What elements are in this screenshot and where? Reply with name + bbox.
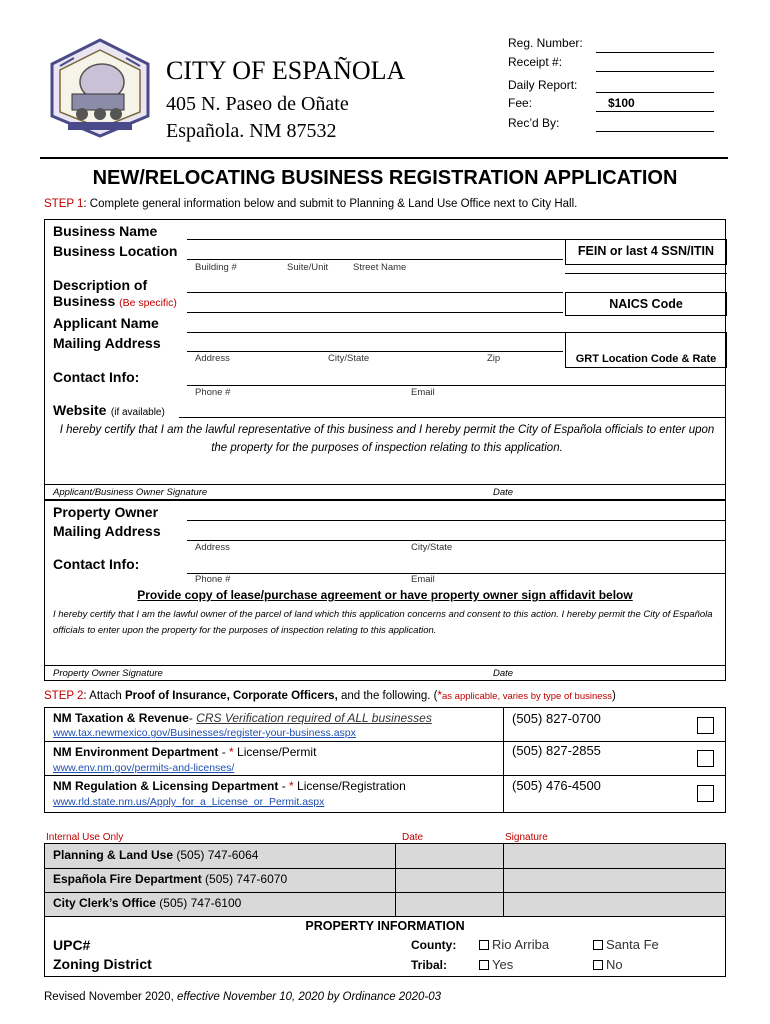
- upc-label: UPC#: [53, 937, 91, 953]
- dept-name: City Clerk’s Office: [53, 896, 156, 910]
- step2-text-b: and the following. (: [337, 690, 438, 702]
- county-option-santa-fe[interactable]: [593, 937, 659, 952]
- county-opt1-label: Rio Arriba: [492, 937, 550, 952]
- website-label-text: Website: [53, 402, 107, 418]
- internal-row-divider-3: [45, 916, 725, 917]
- recd-by-field[interactable]: [596, 131, 714, 132]
- dept-name: Española Fire Department: [53, 872, 202, 886]
- receipt-label: Receipt #:: [508, 55, 563, 69]
- agencies-table: [44, 707, 726, 813]
- agency-phone-environment: (505) 827-2855: [512, 743, 601, 758]
- step2-text-a: : Attach: [83, 690, 125, 702]
- checkbox-icon[interactable]: [479, 960, 489, 970]
- city-name: CITY OF ESPAÑOLA: [166, 56, 406, 85]
- recd-by-label: Rec’d By:: [508, 116, 560, 130]
- internal-row-divider-1: [45, 868, 725, 869]
- grt-label: GRT Location Code & Rate: [575, 353, 717, 365]
- building-sublabel: Building #: [195, 262, 237, 273]
- agency-row-taxation: [53, 711, 432, 725]
- reg-number-field[interactable]: [596, 52, 714, 53]
- mailing-address-field[interactable]: [187, 351, 563, 352]
- checkbox-icon[interactable]: [593, 960, 603, 970]
- agency-checkbox-environment[interactable]: [697, 750, 714, 767]
- owner-mailing-field[interactable]: [187, 540, 725, 541]
- step1-label: STEP 1: [44, 198, 84, 210]
- street-sublabel: Street Name: [353, 262, 407, 273]
- business-info-section: [44, 219, 726, 500]
- description-label-line2: [53, 293, 177, 309]
- tribal-opt2-label: No: [606, 957, 623, 972]
- agency-requirement: CRS Verification required of ALL businesses: [196, 711, 432, 725]
- agency-sep: -: [218, 745, 230, 759]
- owner-address-sublabel: Address: [195, 542, 230, 553]
- form-title: NEW/RELOCATING BUSINESS REGISTRATION APPLICATION: [92, 167, 678, 189]
- description-label: [53, 277, 177, 309]
- tribal-opt1-label: Yes: [492, 957, 514, 972]
- property-owner-section: [44, 500, 726, 681]
- fee-value: $100: [608, 96, 635, 110]
- fee-field: [596, 111, 714, 112]
- applicant-name-label: Applicant Name: [53, 315, 159, 331]
- step1-text: : Complete general information below and submit to Planning & Land Use Office next to City Hall.: [83, 198, 578, 210]
- agency-row-regulation: [53, 779, 406, 793]
- zip-sublabel: Zip: [487, 353, 501, 364]
- reg-number-label: Reg. Number:: [508, 36, 583, 50]
- property-info-heading: PROPERTY INFORMATION: [305, 919, 465, 933]
- dept-phone: (505) 747-6064: [173, 848, 259, 862]
- internal-date-label: Date: [402, 832, 424, 843]
- agency-name: NM Regulation & Licensing Department: [53, 779, 279, 793]
- county-label: County:: [411, 938, 457, 952]
- zoning-district-label: Zoning District: [53, 956, 152, 972]
- grt-box[interactable]: [565, 332, 727, 368]
- description-label-line1: Description of: [53, 277, 148, 293]
- step2-asterisk: *: [437, 690, 442, 702]
- receipt-field[interactable]: [596, 71, 714, 72]
- revision-footer: [44, 991, 441, 1003]
- business-signature-sublabel: Applicant/Business Owner Signature: [53, 487, 208, 498]
- agency-phone-regulation: (505) 476-4500: [512, 778, 601, 793]
- city-address-line2: Española. NM 87532: [166, 120, 337, 142]
- email-sublabel: Email: [411, 387, 435, 398]
- internal-row-divider-2: [45, 892, 725, 893]
- effective-text: effective November 10, 2020 by Ordinance 2020-03: [176, 991, 441, 1003]
- owner-signature-field[interactable]: [45, 665, 725, 666]
- agency-row-divider-1: [45, 741, 725, 742]
- owner-citystate-sublabel: City/State: [411, 542, 453, 553]
- owner-signature-sublabel: Property Owner Signature: [53, 668, 163, 679]
- address-sublabel: Address: [195, 353, 230, 364]
- property-owner-field[interactable]: [187, 520, 725, 521]
- tribal-option-yes[interactable]: [479, 957, 513, 972]
- agency-url-environment[interactable]: www.env.nm.gov/permits-and-licenses/: [53, 762, 235, 774]
- be-specific-note: (Be specific): [119, 297, 177, 309]
- owner-date-sublabel: Date: [493, 668, 514, 679]
- business-signature-field[interactable]: [45, 484, 725, 485]
- description-field-2[interactable]: [187, 312, 563, 313]
- step2-label: STEP 2: [44, 690, 84, 702]
- agency-requirement: License/Permit: [233, 745, 317, 759]
- internal-col-divider-1: [395, 844, 396, 916]
- agency-phone-taxation: (505) 827-0700: [512, 711, 601, 726]
- agency-name: NM Environment Department: [53, 745, 219, 759]
- description-label-business: Business: [53, 293, 116, 309]
- contact-info-label: Contact Info:: [53, 369, 140, 385]
- if-available-note: (if available): [110, 407, 165, 418]
- fee-label: Fee:: [508, 96, 533, 110]
- business-certify-text: I hereby certify that I am the lawful representative of this business and I hereby permit the City of Española officials to enter upon the property for the purposes of inspection relating to this application.: [59, 424, 715, 454]
- business-location-field[interactable]: [187, 259, 563, 260]
- dept-name: Planning & Land Use: [53, 848, 174, 862]
- naics-label: NAICS Code: [609, 297, 683, 311]
- county-option-rio-arriba[interactable]: [479, 937, 549, 952]
- checkbox-icon[interactable]: [479, 940, 489, 950]
- agency-column-divider: [503, 708, 504, 812]
- owner-contact-field[interactable]: [187, 573, 725, 574]
- agency-checkbox-taxation[interactable]: [697, 717, 714, 734]
- city-seal-logo: [44, 36, 156, 140]
- fein-box[interactable]: [565, 239, 727, 265]
- business-name-label: Business Name: [53, 223, 158, 239]
- website-label: [53, 402, 165, 420]
- dept-phone: (505) 747-6070: [201, 872, 288, 886]
- naics-box[interactable]: [565, 292, 727, 316]
- step2-text-bold: Proof of Insurance, Corporate Officers,: [124, 690, 338, 702]
- provide-copy-notice: Provide copy of lease/purchase agreement or have property owner sign affidavit below: [137, 588, 633, 602]
- business-location-label: Business Location: [53, 243, 178, 259]
- step2-note: as applicable, varies by type of business: [442, 691, 613, 702]
- contact-info-field[interactable]: [187, 385, 725, 386]
- agency-url-taxation[interactable]: www.tax.newmexico.gov/Businesses/register-your-business.aspx: [53, 727, 356, 739]
- agency-requirement: License/Registration: [293, 779, 406, 793]
- agency-url-regulation[interactable]: www.rld.state.nm.us/Apply_for_a_License_or_Permit.aspx: [53, 796, 325, 808]
- city-address-line1: 405 N. Paseo de Oñate: [166, 93, 349, 115]
- mailing-address-label: Mailing Address: [53, 335, 161, 351]
- internal-row-clerk: [53, 896, 241, 910]
- county-opt2-label: Santa Fe: [606, 937, 659, 952]
- owner-contact-label: Contact Info:: [53, 556, 140, 572]
- agency-sep: -: [188, 711, 197, 725]
- daily-report-label: Daily Report:: [508, 78, 578, 92]
- tribal-label: Tribal:: [411, 958, 448, 972]
- internal-row-planning: [53, 848, 258, 862]
- internal-row-fire: [53, 872, 287, 886]
- owner-certify-text: I hereby certify that I am the lawful owner of the parcel of land which this application concerns and consent to this action. I hereby permit the City of Española officials to enter upon the property for the purposes of inspection relating to this application.: [53, 609, 713, 636]
- owner-mailing-label: Mailing Address: [53, 523, 161, 539]
- agency-asterisk: *: [289, 779, 294, 793]
- internal-use-label: Internal Use Only: [46, 832, 124, 843]
- agency-row-divider-2: [45, 775, 725, 776]
- agency-checkbox-regulation[interactable]: [697, 785, 714, 802]
- tribal-option-no[interactable]: [593, 957, 623, 972]
- step2-instruction: [44, 690, 616, 702]
- business-date-sublabel: Date: [493, 487, 514, 498]
- daily-report-field[interactable]: [596, 92, 714, 93]
- agency-name: NM Taxation & Revenue: [53, 711, 189, 725]
- description-field-1[interactable]: [187, 292, 563, 293]
- fein-label: FEIN or last 4 SSN/ITIN: [577, 244, 715, 258]
- checkbox-icon[interactable]: [593, 940, 603, 950]
- phone-sublabel: Phone #: [195, 387, 231, 398]
- citystate-sublabel: City/State: [328, 353, 370, 364]
- step1-instruction: [44, 198, 577, 210]
- website-field[interactable]: [179, 417, 725, 418]
- property-owner-label: Property Owner: [53, 504, 159, 520]
- suite-sublabel: Suite/Unit: [287, 262, 329, 273]
- dept-phone: (505) 747-6100: [155, 896, 242, 910]
- internal-use-table: [44, 843, 726, 977]
- agency-row-environment: [53, 745, 316, 759]
- owner-phone-sublabel: Phone #: [195, 574, 231, 585]
- agency-asterisk: *: [229, 745, 234, 759]
- fein-field[interactable]: [565, 273, 727, 274]
- agency-sep: -: [278, 779, 290, 793]
- step2-close: ): [612, 690, 616, 702]
- header-divider: [40, 157, 728, 159]
- owner-email-sublabel: Email: [411, 574, 435, 585]
- revised-text: Revised November 2020,: [44, 991, 177, 1003]
- internal-signature-label: Signature: [505, 832, 548, 843]
- internal-col-divider-2: [503, 844, 504, 916]
